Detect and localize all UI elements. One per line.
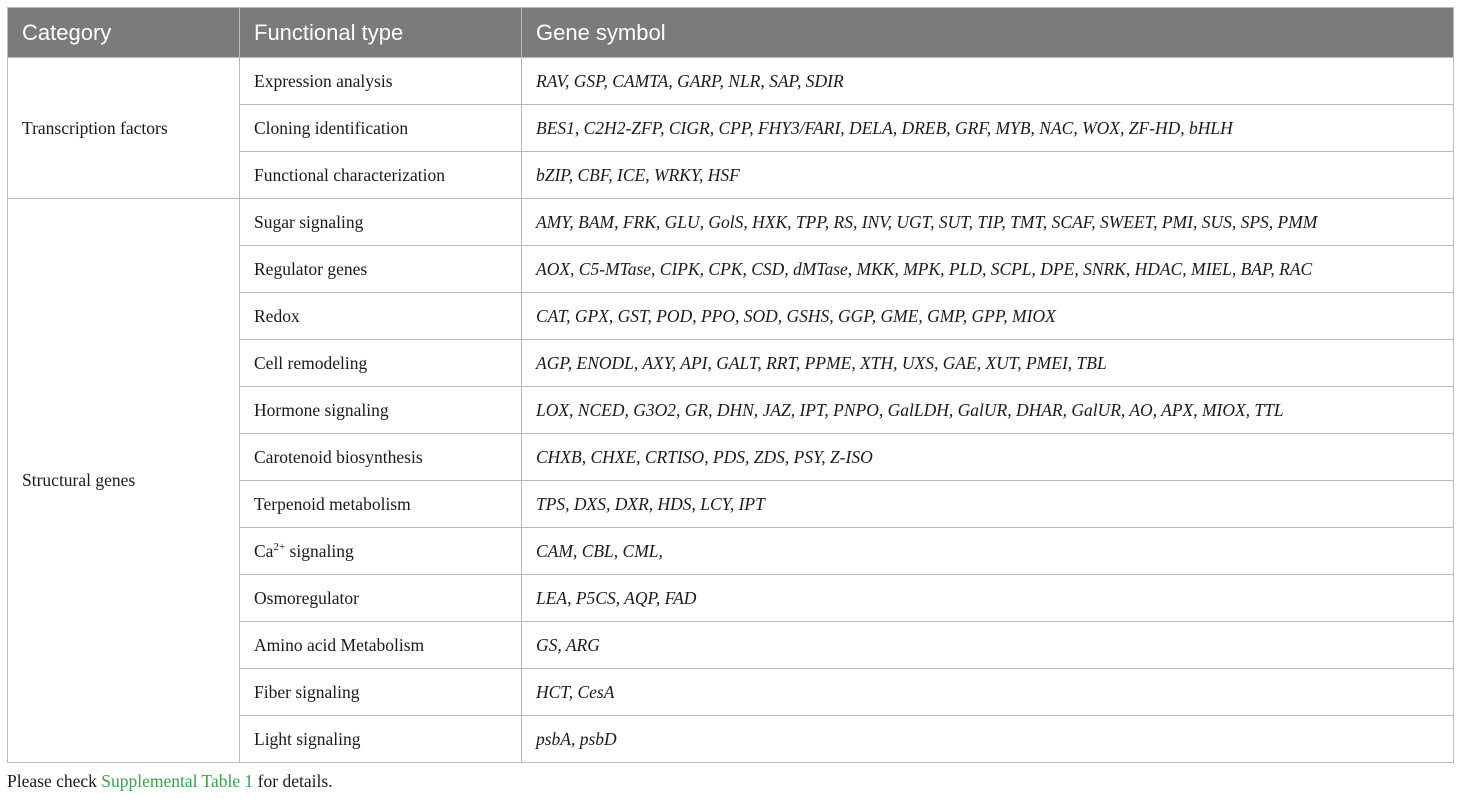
functional-type-cell: Cell remodeling xyxy=(240,340,522,387)
table-container xyxy=(7,7,1453,763)
table-row xyxy=(8,199,1454,246)
header-gene-symbol: Gene symbol xyxy=(522,8,1454,58)
gene-symbol-cell: HCT, CesA xyxy=(522,669,1454,716)
footnote-suffix: for details. xyxy=(253,771,333,791)
gene-symbol-cell: BES1, C2H2-ZFP, CIGR, CPP, FHY3/FARI, DELA, DREB, GRF, MYB, NAC, WOX, ZF-HD, bHLH xyxy=(522,105,1454,152)
type-ca-superscript: 2+ xyxy=(273,540,286,553)
header-category: Category xyxy=(8,8,240,58)
table-footnote xyxy=(7,771,333,792)
gene-symbol-cell: RAV, GSP, CAMTA, GARP, NLR, SAP, SDIR xyxy=(522,58,1454,105)
gene-symbol-cell: CAM, CBL, CML, xyxy=(522,528,1454,575)
functional-type-cell: Sugar signaling xyxy=(240,199,522,246)
functional-type-cell: Regulator genes xyxy=(240,246,522,293)
gene-symbol-cell: LOX, NCED, G3O2, GR, DHN, JAZ, IPT, PNPO, GalLDH, GalUR, DHAR, GalUR, AO, APX, MIOX, TTL xyxy=(522,387,1454,434)
gene-symbol-cell: psbA, psbD xyxy=(522,716,1454,763)
table-header-row xyxy=(8,8,1454,58)
functional-type-cell: Cloning identification xyxy=(240,105,522,152)
supplemental-table-link[interactable]: Supplemental Table 1 xyxy=(101,771,254,791)
category-cell: Structural genes xyxy=(8,199,240,763)
functional-type-cell: Terpenoid metabolism xyxy=(240,481,522,528)
gene-symbol-cell: AOX, C5-MTase, CIPK, CPK, CSD, dMTase, MKK, MPK, PLD, SCPL, DPE, SNRK, HDAC, MIEL, BAP, RAC xyxy=(522,246,1454,293)
functional-type-cell: Light signaling xyxy=(240,716,522,763)
functional-type-cell: Expression analysis xyxy=(240,58,522,105)
gene-symbol-cell: AMY, BAM, FRK, GLU, GolS, HXK, TPP, RS, INV, UGT, SUT, TIP, TMT, SCAF, SWEET, PMI, SUS, SPS, PMM xyxy=(522,199,1454,246)
functional-type-cell: Redox xyxy=(240,293,522,340)
functional-type-cell: Carotenoid biosynthesis xyxy=(240,434,522,481)
gene-symbol-cell: CAT, GPX, GST, POD, PPO, SOD, GSHS, GGP, GME, GMP, GPP, MIOX xyxy=(522,293,1454,340)
type-ca-base: Ca xyxy=(254,540,274,561)
gene-symbol-cell: CHXB, CHXE, CRTISO, PDS, ZDS, PSY, Z-ISO xyxy=(522,434,1454,481)
type-ca-rest: signaling xyxy=(285,540,354,561)
functional-type-cell: Amino acid Metabolism xyxy=(240,622,522,669)
functional-type-cell xyxy=(240,528,522,575)
gene-table xyxy=(7,7,1454,763)
functional-type-cell: Fiber signaling xyxy=(240,669,522,716)
gene-symbol-cell: bZIP, CBF, ICE, WRKY, HSF xyxy=(522,152,1454,199)
functional-type-cell: Hormone signaling xyxy=(240,387,522,434)
footnote-prefix: Please check xyxy=(7,771,102,791)
gene-symbol-cell: AGP, ENODL, AXY, API, GALT, RRT, PPME, XTH, UXS, GAE, XUT, PMEI, TBL xyxy=(522,340,1454,387)
functional-type-cell: Osmoregulator xyxy=(240,575,522,622)
gene-symbol-cell: LEA, P5CS, AQP, FAD xyxy=(522,575,1454,622)
functional-type-cell: Functional characterization xyxy=(240,152,522,199)
table-row xyxy=(8,58,1454,105)
category-cell: Transcription factors xyxy=(8,58,240,199)
header-functional-type: Functional type xyxy=(240,8,522,58)
gene-symbol-cell: GS, ARG xyxy=(522,622,1454,669)
gene-symbol-cell: TPS, DXS, DXR, HDS, LCY, IPT xyxy=(522,481,1454,528)
